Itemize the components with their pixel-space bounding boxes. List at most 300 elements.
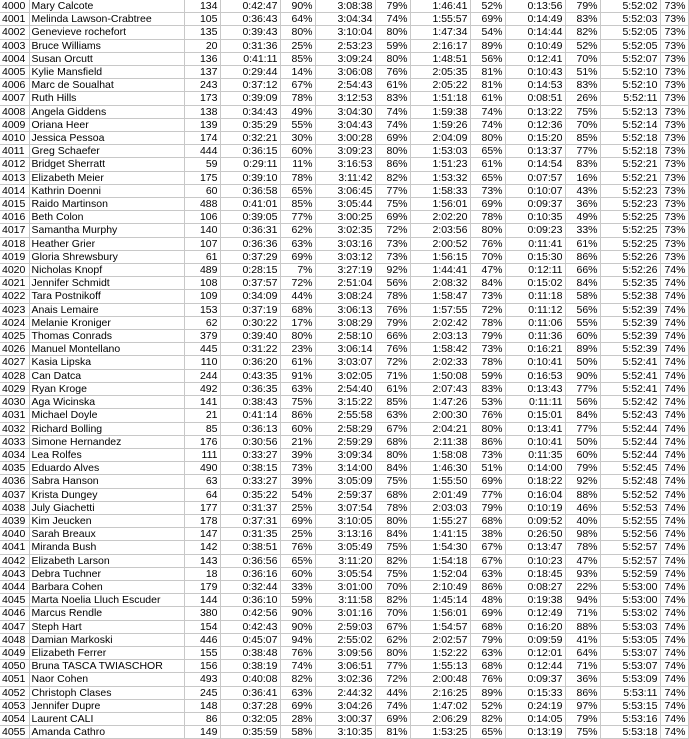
cell-swim-time[interactable]: 0:42:47	[220, 0, 280, 13]
cell-transition-time[interactable]: 0:11:36	[505, 330, 565, 343]
cell-bike-time[interactable]: 3:03:16	[315, 237, 375, 250]
cell-total-pct[interactable]: 74%	[660, 316, 688, 329]
cell-rank[interactable]: 4004	[0, 52, 29, 65]
cell-rank[interactable]: 4032	[0, 422, 29, 435]
cell-name[interactable]: Melanie Kroniger	[29, 316, 184, 329]
cell-total-pct[interactable]: 73%	[660, 237, 688, 250]
cell-bike-pct[interactable]: 82%	[375, 594, 410, 607]
cell-transition-time[interactable]: 0:11:06	[505, 316, 565, 329]
cell-transition-pct[interactable]: 36%	[565, 673, 600, 686]
cell-bib[interactable]: 243	[184, 79, 220, 92]
cell-swim-time[interactable]: 0:30:56	[220, 435, 280, 448]
cell-bike-time[interactable]: 2:51:04	[315, 277, 375, 290]
cell-total-pct[interactable]: 74%	[660, 607, 688, 620]
cell-transition-time[interactable]: 0:10:19	[505, 501, 565, 514]
cell-rank[interactable]: 4049	[0, 646, 29, 659]
cell-run-time[interactable]: 2:01:49	[410, 488, 470, 501]
cell-swim-time[interactable]: 0:36:15	[220, 145, 280, 158]
cell-swim-pct[interactable]: 68%	[280, 303, 315, 316]
cell-total-pct[interactable]: 74%	[660, 620, 688, 633]
cell-run-pct[interactable]: 82%	[470, 712, 505, 725]
cell-transition-time[interactable]: 0:10:41	[505, 356, 565, 369]
cell-swim-time[interactable]: 0:37:19	[220, 303, 280, 316]
cell-bike-pct[interactable]: 78%	[375, 290, 410, 303]
cell-name[interactable]: Sabra Hanson	[29, 475, 184, 488]
cell-name[interactable]: Debra Tuchner	[29, 567, 184, 580]
cell-bike-time[interactable]: 3:09:24	[315, 52, 375, 65]
cell-total-pct[interactable]: 74%	[660, 290, 688, 303]
cell-bike-time[interactable]: 3:04:43	[315, 118, 375, 131]
cell-transition-pct[interactable]: 79%	[565, 0, 600, 13]
cell-rank[interactable]: 4019	[0, 250, 29, 263]
cell-swim-pct[interactable]: 90%	[280, 0, 315, 13]
cell-swim-time[interactable]: 0:33:27	[220, 475, 280, 488]
cell-run-time[interactable]: 2:08:32	[410, 277, 470, 290]
cell-transition-time[interactable]: 0:13:56	[505, 0, 565, 13]
cell-bike-pct[interactable]: 92%	[375, 264, 410, 277]
cell-transition-pct[interactable]: 88%	[565, 620, 600, 633]
cell-transition-time[interactable]: 0:14:05	[505, 712, 565, 725]
cell-total-pct[interactable]: 74%	[660, 726, 688, 739]
cell-total-time[interactable]: 5:52:41	[600, 369, 660, 382]
cell-total-time[interactable]: 5:52:23	[600, 184, 660, 197]
cell-total-time[interactable]: 5:52:52	[600, 488, 660, 501]
cell-bike-pct[interactable]: 68%	[375, 435, 410, 448]
cell-total-pct[interactable]: 73%	[660, 52, 688, 65]
cell-name[interactable]: Kim Jeucken	[29, 514, 184, 527]
cell-bib[interactable]: 179	[184, 580, 220, 593]
cell-bike-pct[interactable]: 82%	[375, 554, 410, 567]
cell-transition-pct[interactable]: 47%	[565, 554, 600, 567]
cell-transition-time[interactable]: 0:13:19	[505, 726, 565, 739]
cell-swim-pct[interactable]: 94%	[280, 633, 315, 646]
cell-swim-time[interactable]: 0:36:13	[220, 422, 280, 435]
cell-total-time[interactable]: 5:53:07	[600, 646, 660, 659]
cell-total-pct[interactable]: 73%	[660, 211, 688, 224]
cell-bike-pct[interactable]: 70%	[375, 607, 410, 620]
cell-name[interactable]: Richard Bolling	[29, 422, 184, 435]
cell-bike-pct[interactable]: 86%	[375, 158, 410, 171]
cell-run-pct[interactable]: 72%	[470, 303, 505, 316]
cell-rank[interactable]: 4024	[0, 316, 29, 329]
cell-total-time[interactable]: 5:53:11	[600, 686, 660, 699]
cell-transition-pct[interactable]: 46%	[565, 501, 600, 514]
cell-transition-time[interactable]: 0:13:41	[505, 422, 565, 435]
cell-total-pct[interactable]: 74%	[660, 396, 688, 409]
cell-run-time[interactable]: 1:56:01	[410, 607, 470, 620]
cell-rank[interactable]: 4042	[0, 554, 29, 567]
cell-total-time[interactable]: 5:52:05	[600, 26, 660, 39]
cell-rank[interactable]: 4017	[0, 224, 29, 237]
cell-bib[interactable]: 148	[184, 699, 220, 712]
cell-total-time[interactable]: 5:53:09	[600, 673, 660, 686]
cell-total-pct[interactable]: 74%	[660, 699, 688, 712]
cell-name[interactable]: Samantha Murphy	[29, 224, 184, 237]
cell-run-pct[interactable]: 86%	[470, 435, 505, 448]
cell-transition-pct[interactable]: 85%	[565, 132, 600, 145]
cell-rank[interactable]: 4034	[0, 448, 29, 461]
cell-swim-pct[interactable]: 11%	[280, 158, 315, 171]
cell-run-pct[interactable]: 53%	[470, 396, 505, 409]
cell-bib[interactable]: 154	[184, 620, 220, 633]
cell-run-pct[interactable]: 80%	[470, 224, 505, 237]
cell-bike-pct[interactable]: 80%	[375, 26, 410, 39]
cell-rank[interactable]: 4012	[0, 158, 29, 171]
cell-transition-pct[interactable]: 61%	[565, 237, 600, 250]
cell-swim-pct[interactable]: 60%	[280, 145, 315, 158]
cell-bike-time[interactable]: 2:53:23	[315, 39, 375, 52]
cell-swim-time[interactable]: 0:36:41	[220, 686, 280, 699]
cell-swim-time[interactable]: 0:35:22	[220, 488, 280, 501]
cell-rank[interactable]: 4040	[0, 528, 29, 541]
cell-bib[interactable]: 18	[184, 567, 220, 580]
cell-swim-time[interactable]: 0:38:48	[220, 646, 280, 659]
cell-swim-pct[interactable]: 77%	[280, 211, 315, 224]
cell-swim-time[interactable]: 0:36:16	[220, 567, 280, 580]
cell-rank[interactable]: 4016	[0, 211, 29, 224]
cell-total-time[interactable]: 5:52:41	[600, 382, 660, 395]
cell-swim-pct[interactable]: 90%	[280, 607, 315, 620]
cell-swim-time[interactable]: 0:39:40	[220, 330, 280, 343]
cell-total-time[interactable]: 5:53:03	[600, 620, 660, 633]
cell-bike-time[interactable]: 3:04:34	[315, 13, 375, 26]
cell-swim-time[interactable]: 0:34:09	[220, 290, 280, 303]
cell-total-time[interactable]: 5:52:25	[600, 237, 660, 250]
cell-swim-pct[interactable]: 58%	[280, 726, 315, 739]
cell-bib[interactable]: 140	[184, 224, 220, 237]
cell-bike-time[interactable]: 3:09:34	[315, 448, 375, 461]
cell-swim-time[interactable]: 0:36:36	[220, 237, 280, 250]
cell-transition-time[interactable]: 0:15:20	[505, 132, 565, 145]
cell-swim-time[interactable]: 0:30:22	[220, 316, 280, 329]
cell-total-time[interactable]: 5:52:18	[600, 145, 660, 158]
cell-transition-pct[interactable]: 43%	[565, 184, 600, 197]
cell-swim-pct[interactable]: 73%	[280, 462, 315, 475]
cell-name[interactable]: Manuel Montellano	[29, 343, 184, 356]
cell-bib[interactable]: 155	[184, 646, 220, 659]
cell-total-time[interactable]: 5:52:57	[600, 541, 660, 554]
cell-name[interactable]: Marcus Rendle	[29, 607, 184, 620]
cell-total-time[interactable]: 5:52:48	[600, 475, 660, 488]
cell-transition-pct[interactable]: 77%	[565, 145, 600, 158]
cell-transition-pct[interactable]: 84%	[565, 277, 600, 290]
cell-bike-pct[interactable]: 79%	[375, 0, 410, 13]
cell-run-pct[interactable]: 74%	[470, 118, 505, 131]
cell-run-time[interactable]: 1:58:08	[410, 448, 470, 461]
cell-name[interactable]: Nicholas Knopf	[29, 264, 184, 277]
cell-total-pct[interactable]: 73%	[660, 145, 688, 158]
cell-bib[interactable]: 110	[184, 356, 220, 369]
cell-bike-time[interactable]: 3:06:51	[315, 660, 375, 673]
cell-swim-pct[interactable]: 76%	[280, 646, 315, 659]
cell-run-time[interactable]: 1:53:03	[410, 145, 470, 158]
cell-run-pct[interactable]: 78%	[470, 356, 505, 369]
cell-run-pct[interactable]: 65%	[470, 171, 505, 184]
cell-bike-pct[interactable]: 75%	[375, 475, 410, 488]
cell-rank[interactable]: 4054	[0, 712, 29, 725]
cell-run-pct[interactable]: 74%	[470, 105, 505, 118]
cell-total-pct[interactable]: 74%	[660, 514, 688, 527]
cell-total-pct[interactable]: 74%	[660, 303, 688, 316]
cell-total-time[interactable]: 5:53:05	[600, 633, 660, 646]
cell-name[interactable]: Marta Noelia Lluch Escuder	[29, 594, 184, 607]
cell-run-time[interactable]: 1:51:18	[410, 92, 470, 105]
cell-bike-time[interactable]: 3:08:29	[315, 316, 375, 329]
cell-bike-pct[interactable]: 78%	[375, 501, 410, 514]
cell-bib[interactable]: 20	[184, 39, 220, 52]
cell-bib[interactable]: 85	[184, 422, 220, 435]
cell-transition-time[interactable]: 0:14:00	[505, 462, 565, 475]
cell-transition-pct[interactable]: 92%	[565, 475, 600, 488]
cell-bike-time[interactable]: 3:10:04	[315, 26, 375, 39]
cell-swim-time[interactable]: 0:36:56	[220, 554, 280, 567]
cell-bike-pct[interactable]: 75%	[375, 198, 410, 211]
cell-swim-time[interactable]: 0:36:58	[220, 184, 280, 197]
cell-rank[interactable]: 4051	[0, 673, 29, 686]
cell-swim-pct[interactable]: 82%	[280, 673, 315, 686]
cell-bib[interactable]: 136	[184, 52, 220, 65]
cell-swim-time[interactable]: 0:39:43	[220, 26, 280, 39]
cell-bib[interactable]: 493	[184, 673, 220, 686]
cell-total-pct[interactable]: 74%	[660, 633, 688, 646]
cell-total-time[interactable]: 5:52:03	[600, 13, 660, 26]
cell-swim-time[interactable]: 0:38:51	[220, 541, 280, 554]
cell-bike-time[interactable]: 2:44:32	[315, 686, 375, 699]
cell-total-pct[interactable]: 74%	[660, 646, 688, 659]
cell-rank[interactable]: 4046	[0, 607, 29, 620]
cell-bib[interactable]: 105	[184, 13, 220, 26]
cell-run-time[interactable]: 2:10:49	[410, 580, 470, 593]
cell-run-pct[interactable]: 78%	[470, 211, 505, 224]
cell-total-pct[interactable]: 73%	[660, 39, 688, 52]
cell-name[interactable]: Jennifer Schmidt	[29, 277, 184, 290]
cell-run-pct[interactable]: 76%	[470, 237, 505, 250]
cell-total-pct[interactable]: 74%	[660, 580, 688, 593]
cell-run-time[interactable]: 1:55:57	[410, 13, 470, 26]
cell-bike-time[interactable]: 3:01:16	[315, 607, 375, 620]
cell-transition-pct[interactable]: 86%	[565, 250, 600, 263]
cell-name[interactable]: Naor Cohen	[29, 673, 184, 686]
cell-swim-pct[interactable]: 25%	[280, 501, 315, 514]
cell-bike-pct[interactable]: 56%	[375, 277, 410, 290]
cell-bib[interactable]: 107	[184, 237, 220, 250]
cell-bib[interactable]: 62	[184, 316, 220, 329]
cell-total-pct[interactable]: 74%	[660, 382, 688, 395]
cell-swim-pct[interactable]: 85%	[280, 52, 315, 65]
cell-name[interactable]: Mary Calcote	[29, 0, 184, 13]
cell-transition-pct[interactable]: 83%	[565, 79, 600, 92]
cell-bike-time[interactable]: 3:11:20	[315, 554, 375, 567]
cell-transition-pct[interactable]: 16%	[565, 171, 600, 184]
cell-rank[interactable]: 4015	[0, 198, 29, 211]
cell-run-time[interactable]: 2:00:48	[410, 673, 470, 686]
cell-run-pct[interactable]: 69%	[470, 475, 505, 488]
cell-run-time[interactable]: 1:58:47	[410, 290, 470, 303]
cell-swim-time[interactable]: 0:36:31	[220, 224, 280, 237]
cell-name[interactable]: Beth Colon	[29, 211, 184, 224]
cell-bib[interactable]: 490	[184, 462, 220, 475]
cell-total-time[interactable]: 5:52:44	[600, 435, 660, 448]
cell-transition-time[interactable]: 0:08:51	[505, 92, 565, 105]
cell-bib[interactable]: 21	[184, 409, 220, 422]
cell-swim-pct[interactable]: 44%	[280, 290, 315, 303]
cell-transition-pct[interactable]: 70%	[565, 52, 600, 65]
cell-name[interactable]: Ruth Hills	[29, 92, 184, 105]
cell-transition-pct[interactable]: 50%	[565, 435, 600, 448]
cell-bib[interactable]: 108	[184, 277, 220, 290]
cell-swim-pct[interactable]: 59%	[280, 594, 315, 607]
cell-transition-pct[interactable]: 83%	[565, 13, 600, 26]
cell-bike-pct[interactable]: 74%	[375, 13, 410, 26]
cell-transition-time[interactable]: 0:16:04	[505, 488, 565, 501]
cell-bib[interactable]: 489	[184, 264, 220, 277]
cell-total-pct[interactable]: 73%	[660, 118, 688, 131]
cell-run-pct[interactable]: 59%	[470, 369, 505, 382]
cell-rank[interactable]: 4045	[0, 594, 29, 607]
cell-total-time[interactable]: 5:53:00	[600, 594, 660, 607]
cell-bike-time[interactable]: 3:15:22	[315, 396, 375, 409]
cell-name[interactable]: Christoph Clases	[29, 686, 184, 699]
cell-bike-time[interactable]: 2:54:40	[315, 382, 375, 395]
cell-run-pct[interactable]: 79%	[470, 501, 505, 514]
cell-swim-time[interactable]: 0:37:29	[220, 250, 280, 263]
cell-transition-pct[interactable]: 36%	[565, 198, 600, 211]
cell-total-time[interactable]: 5:53:16	[600, 712, 660, 725]
cell-rank[interactable]: 4006	[0, 79, 29, 92]
cell-total-pct[interactable]: 74%	[660, 462, 688, 475]
cell-total-pct[interactable]: 74%	[660, 422, 688, 435]
cell-total-time[interactable]: 5:52:39	[600, 330, 660, 343]
cell-name[interactable]: Jennifer Dupre	[29, 699, 184, 712]
cell-swim-pct[interactable]: 60%	[280, 567, 315, 580]
cell-transition-time[interactable]: 0:12:11	[505, 264, 565, 277]
cell-name[interactable]: July Giachetti	[29, 501, 184, 514]
cell-bike-time[interactable]: 2:59:03	[315, 620, 375, 633]
cell-swim-time[interactable]: 0:31:36	[220, 39, 280, 52]
cell-total-pct[interactable]: 74%	[660, 567, 688, 580]
cell-bib[interactable]: 178	[184, 514, 220, 527]
cell-swim-pct[interactable]: 39%	[280, 448, 315, 461]
cell-total-time[interactable]: 5:52:44	[600, 422, 660, 435]
cell-swim-time[interactable]: 0:39:09	[220, 92, 280, 105]
cell-bike-pct[interactable]: 75%	[375, 567, 410, 580]
cell-bike-pct[interactable]: 68%	[375, 488, 410, 501]
cell-total-time[interactable]: 5:53:02	[600, 607, 660, 620]
cell-transition-time[interactable]: 0:11:18	[505, 290, 565, 303]
cell-name[interactable]: Melinda Lawson-Crabtree	[29, 13, 184, 26]
cell-rank[interactable]: 4041	[0, 541, 29, 554]
cell-rank[interactable]: 4029	[0, 382, 29, 395]
cell-run-time[interactable]: 1:47:34	[410, 26, 470, 39]
cell-run-pct[interactable]: 86%	[470, 580, 505, 593]
cell-transition-pct[interactable]: 52%	[565, 39, 600, 52]
cell-swim-pct[interactable]: 62%	[280, 224, 315, 237]
cell-swim-pct[interactable]: 54%	[280, 488, 315, 501]
cell-swim-time[interactable]: 0:39:10	[220, 171, 280, 184]
cell-swim-time[interactable]: 0:37:31	[220, 514, 280, 527]
cell-transition-time[interactable]: 0:18:45	[505, 567, 565, 580]
cell-transition-pct[interactable]: 70%	[565, 118, 600, 131]
cell-run-time[interactable]: 2:07:43	[410, 382, 470, 395]
cell-bike-time[interactable]: 3:10:05	[315, 514, 375, 527]
cell-rank[interactable]: 4020	[0, 264, 29, 277]
cell-swim-time[interactable]: 0:33:27	[220, 448, 280, 461]
cell-rank[interactable]: 4010	[0, 132, 29, 145]
cell-swim-time[interactable]: 0:38:43	[220, 396, 280, 409]
cell-rank[interactable]: 4000	[0, 0, 29, 13]
cell-name[interactable]: Kathrin Doenni	[29, 184, 184, 197]
cell-total-time[interactable]: 5:52:56	[600, 528, 660, 541]
cell-transition-pct[interactable]: 75%	[565, 105, 600, 118]
cell-transition-pct[interactable]: 64%	[565, 646, 600, 659]
cell-bib[interactable]: 137	[184, 66, 220, 79]
cell-transition-pct[interactable]: 60%	[565, 448, 600, 461]
cell-swim-time[interactable]: 0:38:19	[220, 660, 280, 673]
cell-transition-pct[interactable]: 58%	[565, 290, 600, 303]
cell-bike-time[interactable]: 3:04:26	[315, 699, 375, 712]
cell-transition-time[interactable]: 0:13:47	[505, 541, 565, 554]
cell-swim-time[interactable]: 0:41:14	[220, 409, 280, 422]
cell-bib[interactable]: 106	[184, 211, 220, 224]
cell-swim-pct[interactable]: 39%	[280, 475, 315, 488]
cell-run-time[interactable]: 2:03:03	[410, 501, 470, 514]
cell-transition-pct[interactable]: 86%	[565, 686, 600, 699]
cell-bike-pct[interactable]: 66%	[375, 330, 410, 343]
cell-total-pct[interactable]: 74%	[660, 343, 688, 356]
cell-total-pct[interactable]: 74%	[660, 554, 688, 567]
cell-bike-pct[interactable]: 74%	[375, 105, 410, 118]
cell-transition-time[interactable]: 0:10:43	[505, 66, 565, 79]
cell-run-time[interactable]: 2:00:30	[410, 409, 470, 422]
cell-total-time[interactable]: 5:52:02	[600, 0, 660, 13]
cell-swim-time[interactable]: 0:38:15	[220, 462, 280, 475]
cell-run-time[interactable]: 2:05:22	[410, 79, 470, 92]
cell-swim-pct[interactable]: 78%	[280, 171, 315, 184]
cell-total-pct[interactable]: 73%	[660, 184, 688, 197]
cell-bib[interactable]: 379	[184, 330, 220, 343]
cell-rank[interactable]: 4044	[0, 580, 29, 593]
cell-bike-pct[interactable]: 59%	[375, 39, 410, 52]
cell-transition-time[interactable]: 0:09:23	[505, 224, 565, 237]
cell-run-time[interactable]: 2:02:33	[410, 356, 470, 369]
cell-bib[interactable]: 60	[184, 184, 220, 197]
cell-swim-time[interactable]: 0:39:05	[220, 211, 280, 224]
cell-run-pct[interactable]: 56%	[470, 52, 505, 65]
cell-bike-time[interactable]: 3:07:54	[315, 501, 375, 514]
cell-swim-time[interactable]: 0:45:07	[220, 633, 280, 646]
cell-run-pct[interactable]: 80%	[470, 422, 505, 435]
cell-rank[interactable]: 4035	[0, 462, 29, 475]
cell-total-pct[interactable]: 73%	[660, 224, 688, 237]
cell-swim-pct[interactable]: 14%	[280, 66, 315, 79]
cell-swim-time[interactable]: 0:36:20	[220, 356, 280, 369]
cell-transition-pct[interactable]: 50%	[565, 356, 600, 369]
cell-swim-time[interactable]: 0:32:44	[220, 580, 280, 593]
cell-bib[interactable]: 142	[184, 541, 220, 554]
cell-transition-time[interactable]: 0:16:53	[505, 369, 565, 382]
cell-transition-pct[interactable]: 97%	[565, 699, 600, 712]
cell-run-pct[interactable]: 65%	[470, 726, 505, 739]
cell-swim-time[interactable]: 0:31:37	[220, 501, 280, 514]
cell-run-pct[interactable]: 68%	[470, 660, 505, 673]
cell-bike-pct[interactable]: 80%	[375, 52, 410, 65]
cell-rank[interactable]: 4030	[0, 396, 29, 409]
cell-swim-pct[interactable]: 65%	[280, 184, 315, 197]
cell-swim-time[interactable]: 0:35:59	[220, 726, 280, 739]
cell-swim-pct[interactable]: 63%	[280, 382, 315, 395]
cell-name[interactable]: Miranda Bush	[29, 541, 184, 554]
cell-run-pct[interactable]: 67%	[470, 541, 505, 554]
